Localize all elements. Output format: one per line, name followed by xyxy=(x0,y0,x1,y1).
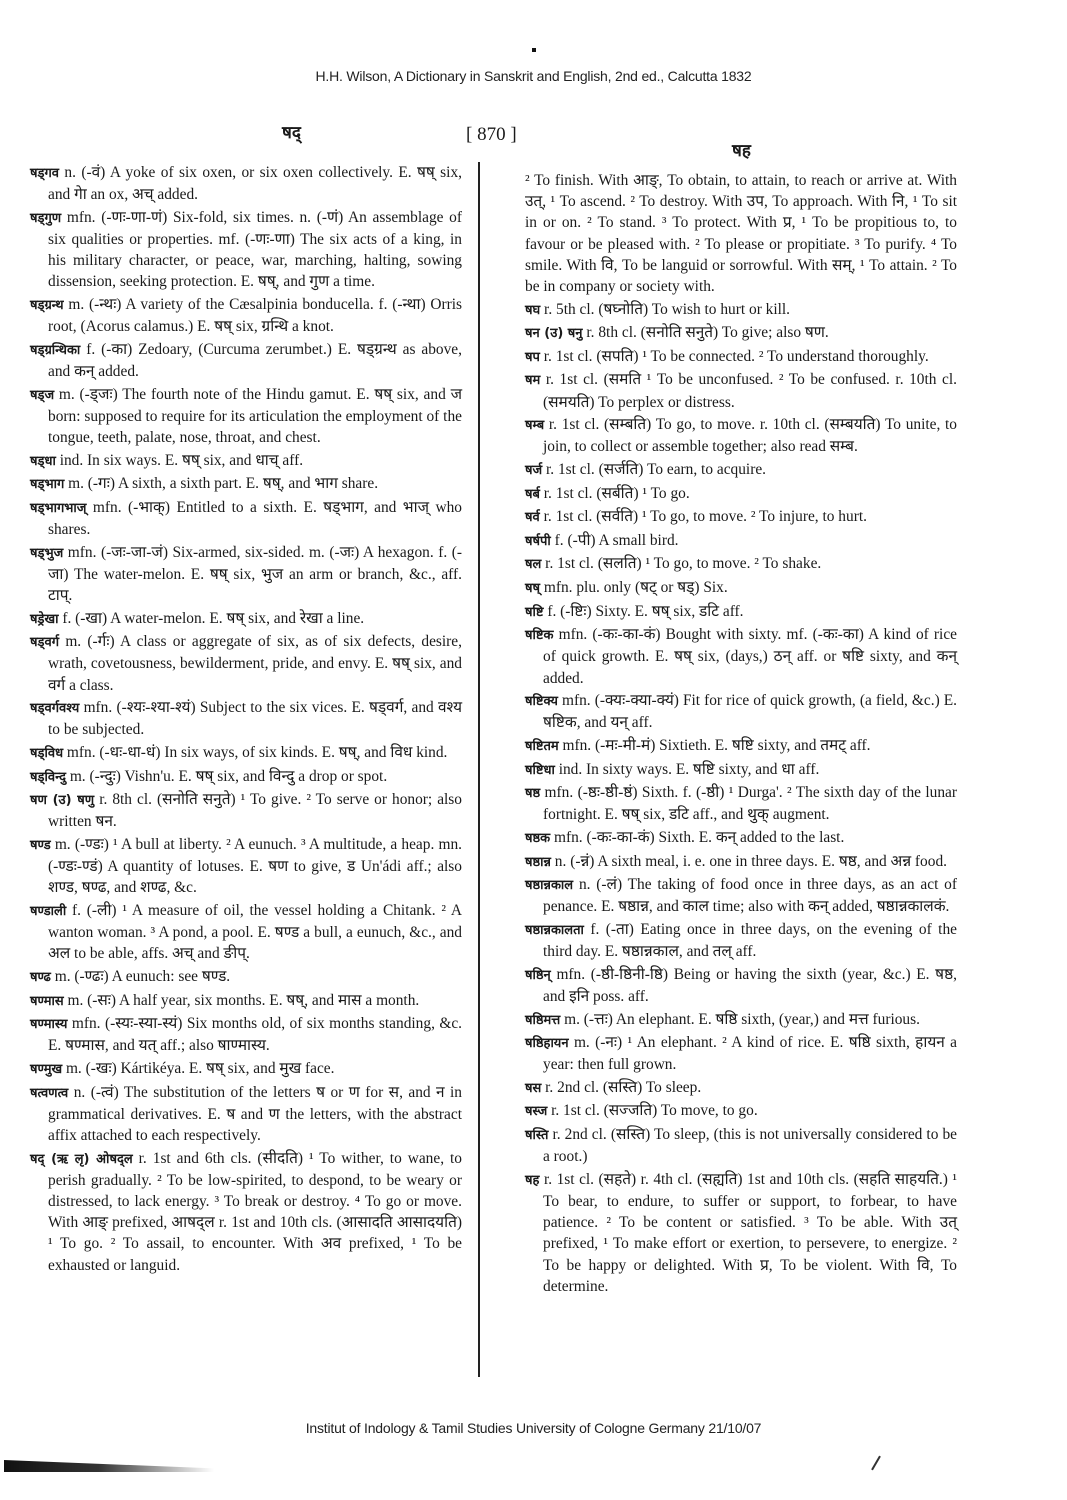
entry-definition: r. 1st cl. (सपति) ¹ To be connected. ² To understand thoroughly. xyxy=(539,347,929,365)
entry-definition: mfn. (-धः-धा-धं) In six ways, of six kinds. E. षष्, and विध kind. xyxy=(63,743,448,761)
entry-headword: षम xyxy=(525,373,541,389)
dictionary-entry xyxy=(525,827,957,849)
entry-definition: r. 1st cl. (सर्वति) ¹ To go, to move. ² To injure, to hurt. xyxy=(539,508,867,526)
entry-headword: षन (उ) षनु xyxy=(525,326,583,342)
entry-headword: षघ xyxy=(525,302,541,318)
entry-headword: षण्ढ xyxy=(30,969,51,985)
dictionary-entry xyxy=(30,990,462,1012)
entry-definition: n. (-त्वं) The substitution of the letters ष or ण for स, and न in grammatical derivatives. E. ष and ण the letters, with the abstract affix attached to each respectively. xyxy=(48,1083,462,1144)
entry-definition: m. (-त्तः) An elephant. E. षष्ठि sixth, (year,) and मत्त furious. xyxy=(560,1010,920,1028)
entry-headword: षड्भाग xyxy=(30,477,65,493)
dictionary-entry xyxy=(30,207,462,293)
dictionary-entry xyxy=(30,1082,462,1147)
entry-definition: m. (-न्थः) A variety of the Cæsalpinia bonducella. f. (-न्था) Orris root, (Acorus calamus.) E. षष् six, ग्रन्थि a knot. xyxy=(48,296,462,336)
dictionary-entry xyxy=(525,919,957,962)
entry-definition: r. 1st cl. (सर्जति) To earn, to acquire. xyxy=(542,460,767,478)
entry-headword: षष्ठक xyxy=(525,830,551,846)
entry-definition: mfn. (-मः-मी-मं) Sixtieth. E. षष्टि sixty, and तमट् aff. xyxy=(558,736,871,754)
entry-definition: m. (-र्गः) A class or aggregate of six, as of six defects, desire, wrath, covetousness, bewilderment, pride, and envy. E. षष् six, and वर्ग a class. xyxy=(48,633,462,694)
dictionary-entry xyxy=(30,450,462,472)
entry-headword: षण्मुख xyxy=(30,1061,63,1077)
scan-mark xyxy=(871,1456,881,1471)
entry-definition: f. (-ष्टिः) Sixty. E. षष् six, डटि aff. xyxy=(543,602,744,620)
dictionary-entry xyxy=(30,1013,462,1056)
entry-definition: mfn. (-भाक्) Entitled to a sixth. E. षड्भाग, and भाज् who shares. xyxy=(48,498,462,538)
entry-definition: m. (-ड्जः) The fourth note of the Hindu gamut. E. षष् six, and ज born: supposed to require for its articulation the employment of the tongue, teeth, palate, nose, throat, and chest. xyxy=(48,385,462,446)
dictionary-entry xyxy=(525,577,957,599)
dictionary-entry xyxy=(525,1100,957,1122)
entry-definition: r. 1st cl. (सहते) r. 4th cl. (सह्यति) 1st and 10th cls. (सहति साहयति.) ¹ To bear, to endure, to suffer or support, to forbear, to have patience. ² To be content or satisfied. ³ To be able. With उत् prefixed, ¹ To make effort or exertion, to persevere, to energize. ² To be happy or delighted. With प्र, To be violent. With वि, To determine. xyxy=(539,1170,957,1295)
entry-headword: षड्गुण xyxy=(30,210,62,226)
entry-definition: m. (-सः) A half year, six months. E. षष्, and मास a month. xyxy=(63,991,420,1009)
entry-headword: षष्ठ xyxy=(525,786,541,802)
dictionary-entry xyxy=(30,162,462,205)
dictionary-entry xyxy=(525,1009,957,1031)
entry-headword: षष्टिक xyxy=(525,628,554,644)
entry-definition: mfn. (-कः-का-कं) Bought with sixty. mf. (-कः-का) A kind of rice of quick growth. E. षष् six, (days,) ठन् aff. or षष्टि sixty, and कन् added. xyxy=(543,626,957,687)
dictionary-entry xyxy=(525,601,957,623)
dictionary-entry xyxy=(525,782,957,825)
entry-headword: षष्ठिहायन xyxy=(525,1036,569,1052)
entry-headword: षर्ब xyxy=(525,486,540,502)
entry-definition: r. 1st cl. (सम्बति) To go, to move. r. 10th cl. (सम्बयति) To unite, to join, to collect or assemble together; also read सम्ब. xyxy=(543,416,957,456)
left-column xyxy=(30,162,462,1277)
entry-definition: n. (-लं) The taking of food once in three days, as an act of penance. E. षष्ठान्न, and काल time; also with कन् added, षष्ठान्नकालकं. xyxy=(543,876,957,916)
entry-headword: षह xyxy=(525,1172,540,1188)
entry-definition: m. (-न्दुः) Vishn'u. E. षष् six, and विन्दु a drop or spot. xyxy=(65,767,388,785)
entry-definition: r. 1st cl. (सर्बति) ¹ To go. xyxy=(539,484,690,502)
dictionary-entry xyxy=(525,346,957,368)
dictionary-entry xyxy=(525,414,957,457)
dictionary-entry xyxy=(525,1032,957,1075)
dictionary-entry xyxy=(525,483,957,505)
dictionary-entry xyxy=(525,1169,957,1297)
entry-headword: षष् xyxy=(525,580,541,596)
dictionary-entry xyxy=(525,735,957,757)
entry-headword: षड्विन्दु xyxy=(30,769,66,785)
dictionary-entry xyxy=(30,542,462,607)
entry-headword: षड्धा xyxy=(30,453,56,469)
entry-headword: षत्वणत्व xyxy=(30,1085,69,1101)
dictionary-entry xyxy=(525,851,957,873)
dictionary-entry xyxy=(30,766,462,788)
page-number: [ 870 ] xyxy=(466,124,517,145)
entry-headword: षड्वर्ग xyxy=(30,635,60,651)
dictionary-entry xyxy=(525,874,957,917)
entry-definition: mfn. (-श्यः-श्या-श्यं) Subject to the six vices. E. षड्वर्ग, and वश्य to be subjected. xyxy=(48,699,462,739)
entry-headword: षष्टितम xyxy=(525,738,559,754)
dictionary-entry xyxy=(30,900,462,965)
entry-definition: mfn. plu. only (षट् or षड्) Six. xyxy=(540,578,728,596)
entry-definition: r. 1st cl. (सलति) ¹ To go, to move. ² To shake. xyxy=(541,555,822,573)
entry-definition: mfn. (-णः-णा-णं) Six-fold, six times. n. (-णं) An assemblage of six qualities or properties. mf. (-णः-णा) The six acts of a king, in his military character, or peace, war, marching, halting, sowing dissension, seeking protection. E. षष्, and गुण a time. xyxy=(48,208,462,291)
entry-definition: m. (-गः) A sixth, a sixth part. E. षष्, and भाग share. xyxy=(64,475,379,493)
footer-credit: Institut of Indology & Tamil Studies University of Cologne Germany 21/10/07 xyxy=(305,1420,762,1436)
right-column xyxy=(525,170,957,1298)
entry-headword: षड्ग्रन्थ xyxy=(30,298,64,313)
entry-definition: mfn. (-जः-जा-जं) Six-armed, six-sided. m. (-जः) A hexagon. f. (-जा) The water-melon. E. षष् six, भुज an arm or branch, &c., aff. टाप्. xyxy=(48,543,462,604)
dictionary-entry xyxy=(30,834,462,899)
entry-headword: षण्मास्य xyxy=(30,1017,68,1033)
entry-headword: षड्ग्रन्थिका xyxy=(30,342,81,358)
dictionary-entry xyxy=(525,759,957,781)
dictionary-entry xyxy=(30,789,462,832)
entry-headword: षष्टिक्य xyxy=(525,694,558,710)
entry-definition: r. 5th cl. (षघ्नोति) To wish to hurt or kill. xyxy=(540,300,791,318)
entry-headword: षल xyxy=(525,557,542,573)
dictionary-entry xyxy=(30,1148,462,1276)
entry-definition: m. (-नः) ¹ An elephant. ² A kind of rice. E. षष्ठि sixth, हायन a year: then full grown. xyxy=(543,1034,957,1074)
entry-definition: ind. In sixty ways. E. षष्टि sixty, and धा aff. xyxy=(554,760,820,778)
entry-definition: f. (-पी) A small bird. xyxy=(550,531,679,549)
entry-definition: n. (-वं) A yoke of six oxen, or six oxen collectively. E. षष् six, and गेा an ox, अच् added. xyxy=(48,164,462,204)
dictionary-entry xyxy=(525,322,957,344)
dictionary-entry xyxy=(525,964,957,1007)
dictionary-entry xyxy=(30,631,462,696)
dictionary-entry xyxy=(525,369,957,412)
entry-headword: षड्विध xyxy=(30,745,64,761)
entry-headword: षस्ज xyxy=(525,1104,548,1120)
entry-definition: ² To finish. With आङ्, To obtain, to attain, to reach or arrive at. With उत्, ¹ To ascend. ² To destroy. With उप, To approach. With नि, ¹ To sit in or on. ² To stand. ³ To protect. With प्र, ¹ To be propitious to, to favour or be pleased with. ² To please or propitiate. ³ To purify. ⁴ To smile. With वि, To be languid or sorrowful. With सम्, ¹ To attain. ² To be in company or society with. xyxy=(525,172,957,296)
entry-definition: f. (-का) Zedoary, (Curcuma zerumbet.) E. षड्ग्रन्थ as above, and कन् added. xyxy=(48,340,462,380)
dictionary-entry xyxy=(525,1077,957,1099)
entry-definition: r. 2nd cl. (सस्ति) To sleep. xyxy=(541,1078,702,1096)
entry-headword: षष्टि xyxy=(525,604,544,620)
dictionary-entry xyxy=(30,742,462,764)
entry-definition: m. (-खः) Kártikéya. E. षष् six, and मुख face. xyxy=(62,1059,335,1077)
entry-definition: f. (-ता) Eating once in three days, on the evening of the third day. E. षष्ठान्नकाल, and तल् aff. xyxy=(543,920,957,961)
entry-definition: r. 8th cl. (सनोति सनुते) To give; also षण. xyxy=(582,324,829,342)
entry-headword: षस्ति xyxy=(525,1128,549,1144)
dictionary-entry xyxy=(30,473,462,495)
entry-headword: षष्टिधा xyxy=(525,762,555,778)
dictionary-entry xyxy=(525,506,957,528)
dictionary-entry xyxy=(525,1124,957,1167)
entry-headword: षड्भुज xyxy=(30,545,64,561)
entry-definition: r. 1st and 6th cls. (सीदति) ¹ To wither, to wane, to perish gradually. ² To be low-spirited, to despond, to be weary or distressed, to lack energy. ³ To break or destroy. ⁴ To go or move. With आङ् prefixed, आषद्ल r. 1st and 10th cls. (आसादति आसादयति) ¹ To go. ² To assail, to encounter. With अव prefixed, ¹ To be exhausted or languid. xyxy=(48,1149,462,1274)
dictionary-entry xyxy=(30,497,462,540)
dictionary-entry xyxy=(30,1058,462,1080)
entry-headword: षण्ड xyxy=(30,837,51,853)
dictionary-entry xyxy=(30,966,462,988)
dictionary-entry xyxy=(30,339,462,382)
entry-headword: षष्ठान्नकाल xyxy=(525,878,574,894)
entry-definition: n. (-न्नं) A sixth meal, i. e. one in three days. E. षष्ठ, and अन्न food. xyxy=(550,852,947,870)
running-head-left: षद् xyxy=(282,123,301,143)
dictionary-entry xyxy=(525,553,957,575)
scan-mark xyxy=(532,48,536,52)
entry-headword: षम्ब xyxy=(525,418,545,434)
entry-definition: m. (-ण्डः) ¹ A bull at liberty. ² A eunuch. ³ A multitude, a heap. mn. (-ण्डः-ण्डं) A quantity of lotuses. E. षण to give, ड Un'ádi aff.; also शण्ड, षण्ढ, and शण्ढ, &c. xyxy=(48,835,462,897)
entry-definition: mfn. (-कः-का-कं) Sixth. E. कन् added to the last. xyxy=(550,828,845,846)
scan-smudge xyxy=(4,1460,214,1472)
entry-headword: षष्ठान्नकालता xyxy=(525,922,584,938)
entry-headword: षद् (ऋ लृ) ओषद्ल xyxy=(30,1151,133,1167)
entry-headword: षड्रेखा xyxy=(30,611,59,627)
entry-headword: षप xyxy=(525,349,540,365)
entry-definition: mfn. (-स्यः-स्या-स्यं) Six months old, of six months standing, &c. E. षण्मास, and यत् aff.; also षाण्मास्य. xyxy=(48,1015,462,1055)
entry-definition: r. 1st cl. (समति ¹ To be unconfused. ² To be confused. r. 10th cl. (समयति) To perplex or distress. xyxy=(540,371,957,411)
entry-definition: mfn. (-ष्ठः-ष्ठी-ष्ठं) Sixth. f. (-ष्ठी) ¹ Durga'. ² The sixth day of the lunar fortnight. E. षष् six, डटि aff., and थुक् augment. xyxy=(540,784,957,824)
entry-definition: mfn. (-क्यः-क्या-क्यं) Fit for rice of quick growth, (a field, &c.) E. षष्टिक, and यन् aff. xyxy=(543,692,957,732)
entry-definition: r. 1st cl. (सज्जति) To move, to go. xyxy=(547,1102,758,1120)
running-head-right: षह xyxy=(732,141,751,161)
entry-headword: षष्ठिन् xyxy=(525,967,551,983)
entry-definition: r. 2nd cl. (सस्ति) To sleep, (this is not universally considered to be a root.) xyxy=(543,1126,957,1166)
entry-headword: षड्गव xyxy=(30,166,60,181)
dictionary-entry xyxy=(525,299,957,321)
entry-definition: m. (-ण्ढः) A eunuch: see षण्ड. xyxy=(50,967,231,985)
dictionary-entry xyxy=(525,690,957,733)
dictionary-entry xyxy=(525,530,957,552)
entry-headword: षस xyxy=(525,1080,542,1096)
entry-headword: षष्ठान्न xyxy=(525,854,551,870)
source-citation: H.H. Wilson, A Dictionary in Sanskrit and English, 2nd ed., Calcutta 1832 xyxy=(315,68,752,84)
entry-headword: षर्व xyxy=(525,510,540,526)
entry-definition: mfn. (-ष्ठी-ष्ठिनी-ष्ठि) Being or having the sixth (year, &c.) E. षष्ठ, and इनि poss. aff. xyxy=(543,965,957,1005)
entry-headword: षण्मास xyxy=(30,993,64,1009)
dictionary-entry xyxy=(525,624,957,689)
entry-definition: f. (-ली) ¹ A measure of oil, the vessel holding a Chitank. ² A wanton woman. ³ A pond, a pool. E. षण्ड a bull, a eunuch, &c., and अल to be able, affs. अच् and ङीप्. xyxy=(48,901,462,963)
entry-headword: षष्ठिमत्त xyxy=(525,1012,561,1028)
dictionary-entry xyxy=(30,384,462,449)
entry-definition: f. (-खा) A water-melon. E. षष् six, and रेखा a line. xyxy=(58,609,365,627)
dictionary-entry xyxy=(30,294,462,337)
entry-headword: षड्भागभाज् xyxy=(30,500,87,516)
dictionary-entry xyxy=(525,459,957,481)
entry-headword: षण्डाली xyxy=(30,903,67,919)
entry-definition: r. 8th cl. (सनोति सनुते) ¹ To give. ² To serve or honor; also written षन. xyxy=(48,791,462,831)
entry-headword: षड्वर्गवश्य xyxy=(30,701,80,717)
dictionary-entry xyxy=(30,608,462,630)
column-divider xyxy=(478,162,480,1377)
entry-headword: षर्षपी xyxy=(525,533,551,549)
entry-headword: षर्ज xyxy=(525,462,543,478)
entry-headword: षण (उ) षणु xyxy=(30,793,95,809)
dictionary-entry xyxy=(525,170,957,297)
dictionary-entry xyxy=(30,697,462,740)
entry-definition: ind. In six ways. E. षष् six, and धाच् aff. xyxy=(55,451,304,469)
entry-headword: षड्ज xyxy=(30,387,55,403)
